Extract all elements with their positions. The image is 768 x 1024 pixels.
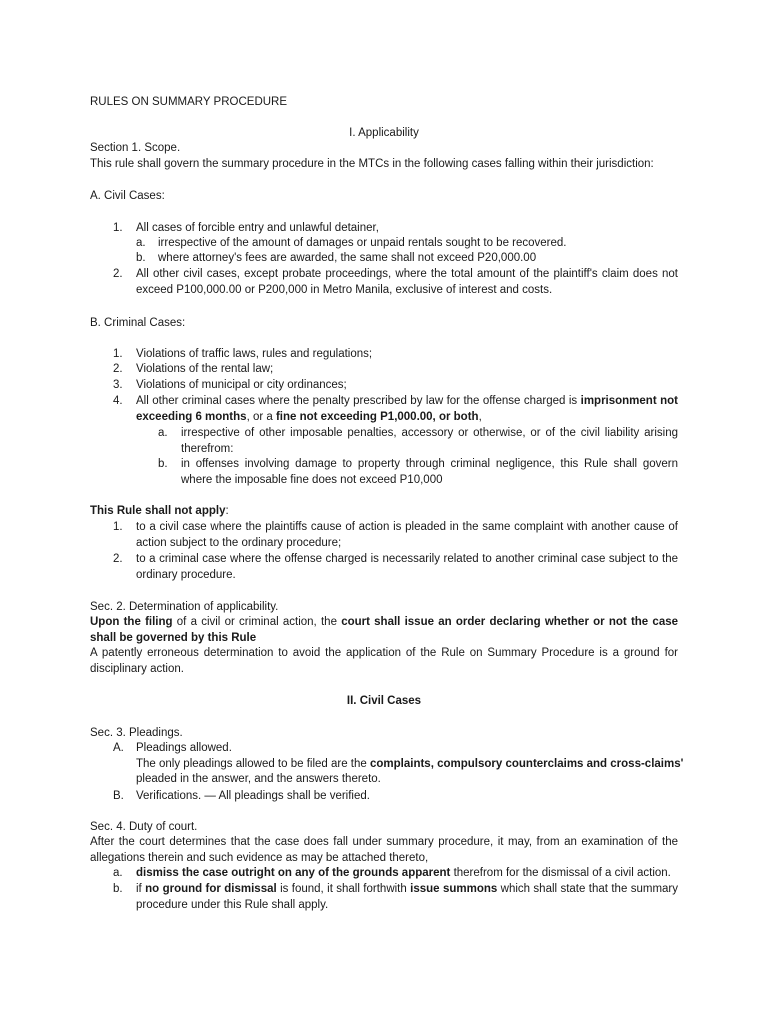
text-run: All other criminal cases where the penalty prescribed by law for the offense charged is xyxy=(136,395,581,407)
bold-court-order: court shall issue an order declaring whether or not the case shall be governed by this Rule xyxy=(90,616,679,644)
list-letter: b. xyxy=(158,458,168,470)
text-run: The only pleadings allowed to be filed are the xyxy=(136,758,370,770)
section-heading-applicability: I. Applicability xyxy=(349,127,419,139)
section-3-heading: Sec. 3. Pleadings. xyxy=(90,727,183,739)
section-2-heading: Sec. 2. Determination of applicability. xyxy=(90,601,279,613)
list-letter: b. xyxy=(136,252,146,264)
text-run: is found, it shall forthwith xyxy=(276,883,411,895)
list-number: 1. xyxy=(113,521,123,533)
list-number: 3. xyxy=(113,379,123,391)
criminal-item-4a: irrespective of other imposable penalties, accessory or otherwise, or of the civil liability arising therefrom: xyxy=(181,427,678,455)
section-1-heading: Section 1. Scope. xyxy=(90,142,181,154)
criminal-item-4 xyxy=(136,394,678,425)
text-run: therefrom for the dismissal of a civil action. xyxy=(450,867,671,879)
list-letter: A. xyxy=(113,742,124,754)
civil-cases-heading: A. Civil Cases: xyxy=(90,190,165,202)
bold-upon-filing: Upon the filing xyxy=(90,616,173,628)
criminal-item-4b: in offenses involving damage to property through criminal negligence, this Rule shall govern where the imposable fine does not exceed P10,000 xyxy=(181,458,678,486)
criminal-item-1: Violations of traffic laws, rules and regulations; xyxy=(136,348,373,360)
text-run: , or a xyxy=(246,410,276,423)
civil-item-1a: irrespective of the amount of damages or unpaid rentals sought to be recovered. xyxy=(158,237,567,249)
criminal-item-3: Violations of municipal or city ordinances; xyxy=(136,379,347,391)
pleadings-allowed-title: Pleadings allowed. xyxy=(136,742,232,754)
list-letter: a. xyxy=(113,867,123,879)
bold-fine: fine not exceeding P1,000.00, or both xyxy=(275,410,479,423)
section-2-paragraph-2: A patently erroneous determination to avoid the application of the Rule on Summary Procedure is a ground for disciplinary action. xyxy=(90,647,678,675)
civil-item-2: All other civil cases, except probate proceedings, where the total amount of the plaintiff's claim does not exceed P100,000.00 or P200,000 in Metro Manila, exclusive of interest and costs. xyxy=(136,268,678,296)
bold-no-ground: no ground for dismissal xyxy=(145,883,277,895)
section-4-intro: After the court determines that the case does fall under summary procedure, it may, from an examination of the allegations therein and such evidence as may be attached thereto, xyxy=(90,836,678,864)
bold-not-apply: This Rule shall not apply xyxy=(90,505,226,517)
list-number: 2. xyxy=(113,268,123,280)
text-run: if xyxy=(136,883,146,895)
section-4-item-b xyxy=(136,882,678,913)
list-letter: a. xyxy=(158,427,168,439)
list-number: 2. xyxy=(113,553,123,565)
pleadings-allowed-line-1 xyxy=(136,757,683,773)
list-number: 2. xyxy=(113,363,123,375)
criminal-item-2: Violations of the rental law; xyxy=(136,363,274,375)
list-number: 1. xyxy=(113,222,123,234)
section-1-intro: This rule shall govern the summary procedure in the MTCs in the following cases falling within their jurisdiction: xyxy=(90,158,654,170)
section-4-item-a xyxy=(136,866,671,882)
not-apply-heading xyxy=(90,504,229,520)
list-number: 4. xyxy=(113,395,123,407)
not-apply-item-2: to a criminal case where the offense charged is necessarily related to another criminal case subject to the ordinary procedure. xyxy=(136,553,678,581)
document-title: RULES ON SUMMARY PROCEDURE xyxy=(90,96,288,108)
text-run: of a civil or criminal action, the xyxy=(172,616,342,628)
text-run: : xyxy=(225,505,229,517)
text-run: which shall state that the summary procedure under this Rule shall apply. xyxy=(136,883,679,911)
criminal-cases-heading: B. Criminal Cases: xyxy=(90,317,186,329)
section-2-paragraph-1 xyxy=(90,615,678,646)
verifications: Verifications. — All pleadings shall be verified. xyxy=(136,790,370,802)
section-heading-civil-cases: II. Civil Cases xyxy=(346,695,422,707)
not-apply-item-1: to a civil case where the plaintiffs cause of action is pleaded in the same complaint with another cause of action subject to the ordinary procedure; xyxy=(136,521,678,549)
text-run: , xyxy=(478,410,482,423)
list-letter: b. xyxy=(113,883,123,895)
list-letter: a. xyxy=(136,237,146,249)
civil-item-1: All cases of forcible entry and unlawful detainer, xyxy=(136,222,379,234)
list-letter: B. xyxy=(113,790,124,802)
list-number: 1. xyxy=(113,348,123,360)
bold-pleadings: complaints, compulsory counterclaims and cross-claims' xyxy=(370,758,684,770)
bold-dismiss: dismiss the case outright on any of the grounds apparent xyxy=(136,867,451,879)
civil-item-1b: where attorney's fees are awarded, the same shall not exceed P20,000.00 xyxy=(158,252,537,264)
bold-issue-summons: issue summons xyxy=(410,883,498,895)
section-4-heading: Sec. 4. Duty of court. xyxy=(90,821,198,833)
pleadings-allowed-line-2: pleaded in the answer, and the answers thereto. xyxy=(136,773,381,785)
bold-imprisonment: imprisonment not exceeding 6 months xyxy=(136,395,678,423)
